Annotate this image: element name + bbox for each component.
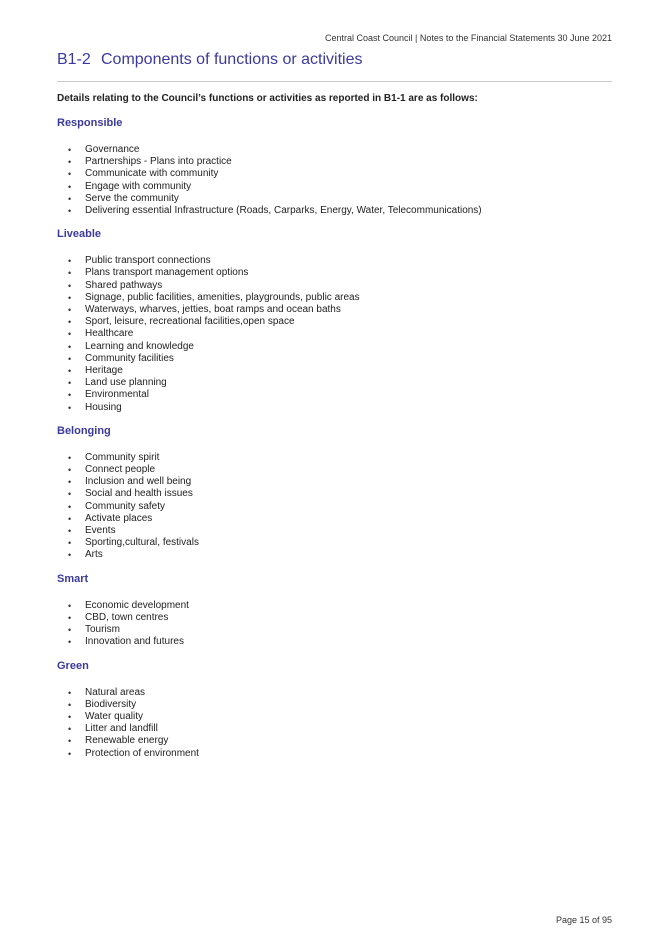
list-item: • Protection of environment xyxy=(57,748,612,760)
intro-text: Details relating to the Council’s functions or activities as reported in B1-1 are as follows: xyxy=(57,93,478,104)
page-number: Page 15 of 95 xyxy=(555,915,612,925)
list-item: • Public transport connections xyxy=(57,255,612,267)
list-item: • Community facilities xyxy=(57,353,612,365)
list-item: • Sport, leisure, recreational facilities,open space xyxy=(57,316,612,328)
list-item: • Housing xyxy=(57,402,612,414)
section-heading: Belonging xyxy=(57,424,111,437)
list-item: • Delivering essential Infrastructure (Roads, Carparks, Energy, Water, Telecommunications) xyxy=(57,205,612,217)
list-item: • Renewable energy xyxy=(57,735,612,747)
list-item: • Economic development xyxy=(57,600,612,612)
page-title xyxy=(57,51,612,82)
list-item: • Plans transport management options xyxy=(57,267,612,279)
section-heading: Smart xyxy=(57,572,89,585)
bullet-list xyxy=(57,255,612,414)
section-smart xyxy=(57,572,612,649)
list-item: • Events xyxy=(57,525,612,537)
list-item: • Heritage xyxy=(57,365,612,377)
list-item: • Communicate with community xyxy=(57,168,612,180)
section-liveable xyxy=(57,227,612,414)
list-item: • Water quality xyxy=(57,711,612,723)
list-item: • Tourism xyxy=(57,624,612,636)
list-item: • Engage with community xyxy=(57,181,612,193)
list-item: • CBD, town centres xyxy=(57,612,612,624)
list-item: • Serve the community xyxy=(57,193,612,205)
list-item: • Community safety xyxy=(57,501,612,513)
list-item: • Waterways, wharves, jetties, boat ramps and ocean baths xyxy=(57,304,612,316)
bullet-list xyxy=(57,452,612,562)
list-item: • Natural areas xyxy=(57,687,612,699)
bullet-list xyxy=(57,687,612,760)
list-item: • Arts xyxy=(57,549,612,561)
note-number: B1-2 xyxy=(57,51,91,68)
list-item: • Land use planning xyxy=(57,377,612,389)
list-item: • Sporting,cultural, festivals xyxy=(57,537,612,549)
section-heading: Green xyxy=(57,659,89,672)
list-item: • Innovation and futures xyxy=(57,636,612,648)
list-item: • Governance xyxy=(57,144,612,156)
list-item: • Community spirit xyxy=(57,452,612,464)
sections-container xyxy=(57,116,612,770)
list-item: • Inclusion and well being xyxy=(57,476,612,488)
running-header: Central Coast Council | Notes to the Financial Statements 30 June 2021 xyxy=(325,33,612,43)
bullet-list xyxy=(57,144,612,217)
list-item: • Connect people xyxy=(57,464,612,476)
list-item: • Partnerships - Plans into practice xyxy=(57,156,612,168)
section-belonging xyxy=(57,424,612,562)
list-item: • Shared pathways xyxy=(57,280,612,292)
list-item: • Litter and landfill xyxy=(57,723,612,735)
list-item: • Social and health issues xyxy=(57,488,612,500)
note-title: Components of functions or activities xyxy=(101,51,363,68)
list-item: • Environmental xyxy=(57,389,612,401)
list-item: • Biodiversity xyxy=(57,699,612,711)
section-heading: Liveable xyxy=(57,228,102,241)
list-item: • Activate places xyxy=(57,513,612,525)
section-green xyxy=(57,659,612,760)
section-responsible xyxy=(57,116,612,217)
section-heading: Responsible xyxy=(57,117,123,129)
list-item: • Learning and knowledge xyxy=(57,341,612,353)
bullet-list xyxy=(57,600,612,649)
list-item: • Signage, public facilities, amenities, playgrounds, public areas xyxy=(57,292,612,304)
list-item: • Healthcare xyxy=(57,328,612,340)
